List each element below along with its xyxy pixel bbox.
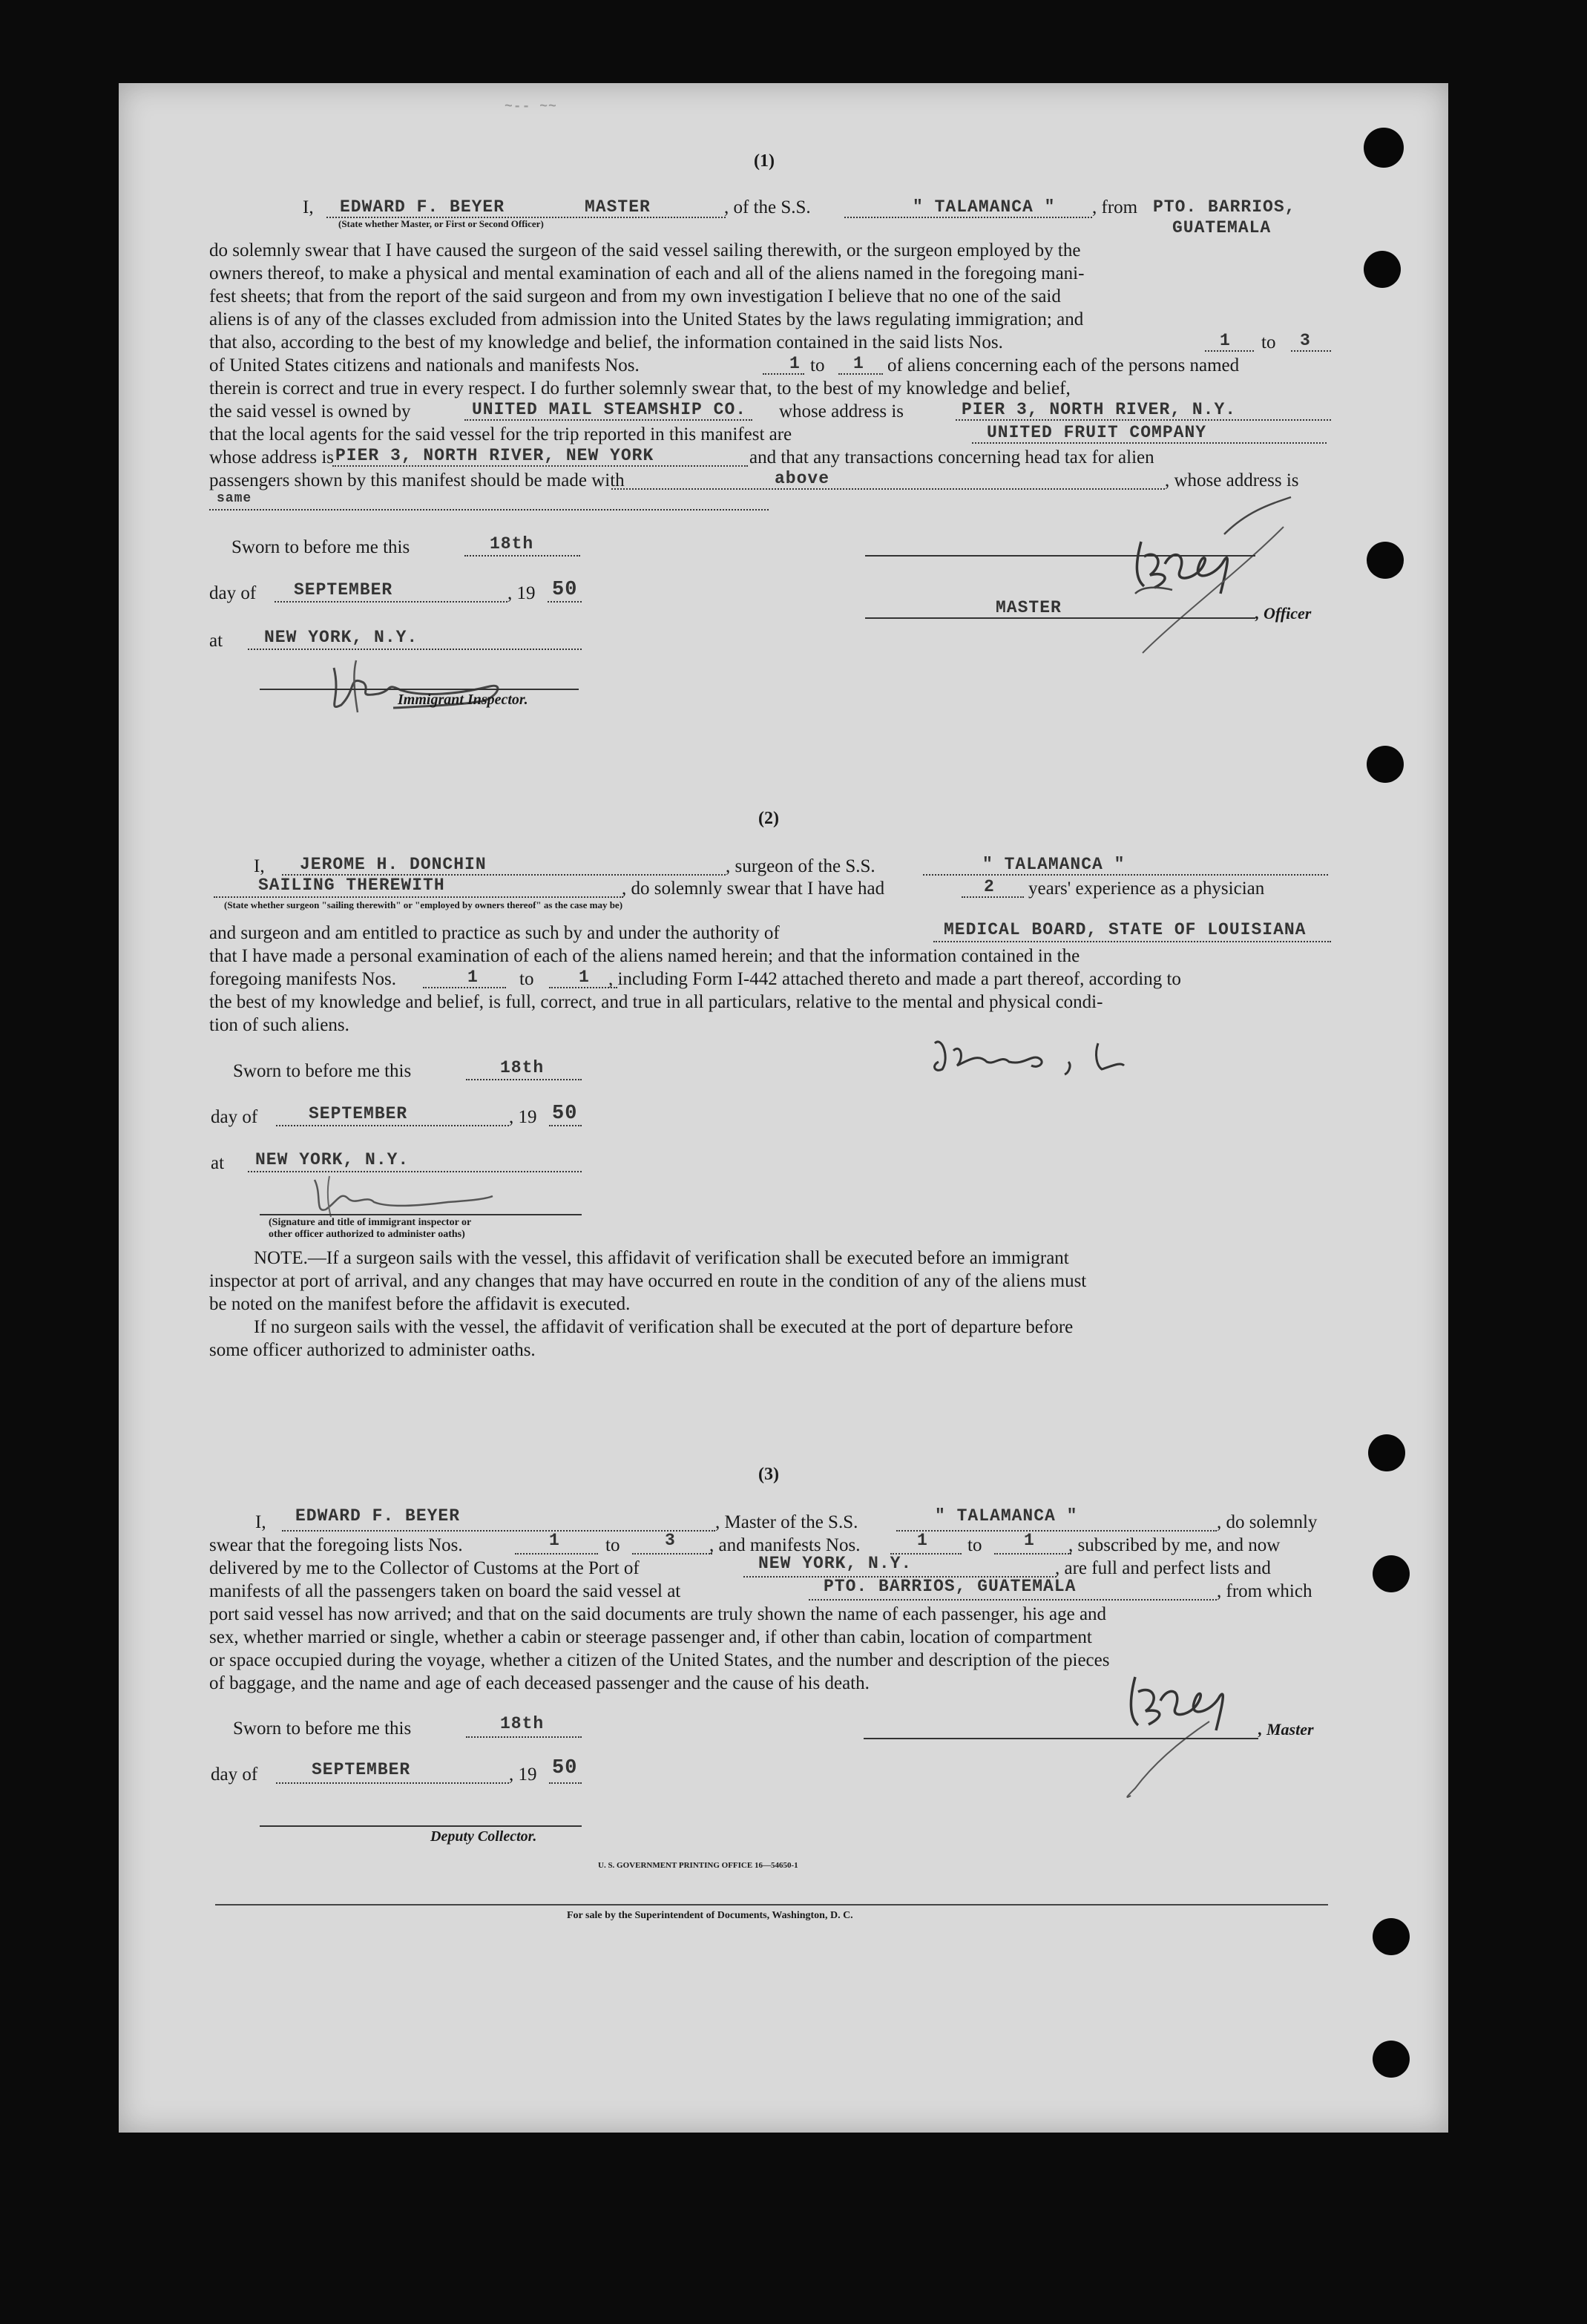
s3-lists-to: 3 — [665, 1531, 676, 1550]
s2-swear: , do solemnly swear that I have had — [622, 879, 885, 899]
s3-master-name: EDWARD F. BEYER — [295, 1506, 461, 1526]
s3-para-line2b: , are full and perfect lists and — [1055, 1558, 1271, 1578]
s1-of-ss: , of the S.S. — [724, 197, 811, 217]
s1-port: PTO. BARRIOS, — [1153, 197, 1296, 217]
s3-para-line7: of baggage, and the name and age of each deceased passenger and the cause of his death. — [209, 1673, 870, 1693]
note-line4: If no surgeon sails with the vessel, the affidavit of verification shall be executed at the port of departure before — [254, 1317, 1074, 1337]
s2-board: MEDICAL BOARD, STATE OF LOUISIANA — [944, 920, 1307, 939]
s1-lists-to: 3 — [1300, 331, 1311, 350]
s3-solemnly: , do solemnly — [1217, 1512, 1318, 1532]
s1-para-line6b: of aliens concerning each of the persons named — [887, 355, 1240, 375]
s3-deputy-collector-label: Deputy Collector. — [430, 1828, 537, 1845]
s1-owner-address: PIER 3, NORTH RIVER, N.Y. — [962, 400, 1237, 419]
s1-owner: UNITED MAIL STEAMSHIP CO. — [472, 400, 747, 419]
s3-master-signature — [1083, 1647, 1246, 1811]
s3-month: SEPTEMBER — [312, 1760, 411, 1779]
s1-lists-from: 1 — [1220, 331, 1231, 350]
s3-master-label: , Master — [1258, 1720, 1314, 1739]
s2-surgeon-name: JEROME H. DONCHIN — [300, 855, 487, 874]
s3-para-line3: manifests of all the passengers taken on board the said vessel at — [209, 1581, 681, 1601]
s3-para-line5: sex, whether married or single, whether a cabin or steerage passenger and, if other than cabin, location of compartment — [209, 1627, 1092, 1647]
s2-sworn-day: 18th — [500, 1058, 545, 1077]
s2-years-text: years' experience as a physician — [1028, 879, 1265, 899]
s3-port: NEW YORK, N.Y. — [758, 1554, 913, 1573]
s1-port-line2: GUATEMALA — [1172, 218, 1272, 237]
s3-man-from: 1 — [917, 1531, 928, 1550]
s1-to-2: to — [810, 355, 825, 375]
s1-same: same — [217, 491, 252, 506]
s3-man-to: 1 — [1024, 1531, 1035, 1550]
s2-para-line3: foregoing manifests Nos. — [209, 969, 397, 989]
section-1-number: (1) — [754, 151, 775, 171]
s2-sworn-label: Sworn to before me this — [233, 1061, 412, 1081]
s2-officer-signature — [300, 1172, 537, 1220]
s1-man-to: 1 — [853, 354, 864, 373]
s1-para-line11: passengers shown by this manifest should be made with — [209, 470, 625, 490]
s1-agent-address: PIER 3, NORTH RIVER, NEW YORK — [335, 446, 654, 465]
s3-para-line4: port said vessel has now arrived; and that on the said documents are truly shown the name of each passenger, his age and — [209, 1604, 1107, 1624]
s1-ship: " TALAMANCA " — [913, 197, 1056, 217]
s2-year: 50 — [552, 1103, 578, 1125]
s1-place: NEW YORK, N.Y. — [264, 628, 418, 647]
s1-master-signature — [1091, 482, 1335, 660]
s3-lists-from: 1 — [549, 1531, 560, 1550]
note-line3: be noted on the manifest before the affidavit is executed. — [209, 1294, 631, 1314]
s3-sworn-label: Sworn to before me this — [233, 1719, 412, 1739]
s3-to-1: to — [605, 1535, 620, 1555]
s3-from-port: PTO. BARRIOS, GUATEMALA — [824, 1577, 1077, 1596]
s2-para-line1: and surgeon and am entitled to practice as such by and under the authority of — [209, 923, 780, 943]
punch-hole — [1373, 1555, 1410, 1592]
s3-sworn-day: 18th — [500, 1714, 545, 1733]
punch-hole — [1364, 128, 1404, 168]
s1-from: , from — [1092, 197, 1138, 217]
section-3-number: (3) — [758, 1465, 779, 1484]
s1-para-line10b: and that any transactions concerning head tax for alien — [749, 447, 1154, 467]
s1-master-name: EDWARD F. BEYER — [340, 197, 505, 217]
s2-ship: " TALAMANCA " — [982, 855, 1126, 874]
s3-para-line3b: , from which — [1217, 1581, 1312, 1601]
s1-month: SEPTEMBER — [294, 580, 393, 600]
note-line1: NOTE.—If a surgeon sails with the vessel, this affidavit of verification shall be executed before an immigrant — [254, 1248, 1069, 1268]
s1-year: 50 — [552, 579, 578, 601]
s3-and-manifests: , and manifests Nos. — [709, 1535, 861, 1555]
s1-day-of: day of — [209, 583, 257, 603]
s2-place: NEW YORK, N.Y. — [255, 1150, 410, 1169]
s3-year-prefix: , 19 — [509, 1765, 537, 1785]
s2-month: SEPTEMBER — [309, 1104, 408, 1123]
s2-sig-note-2: other officer authorized to administer oaths) — [269, 1229, 465, 1240]
footer-for-sale: For sale by the Superintendent of Documents, Washington, D. C. — [567, 1910, 853, 1921]
s3-day-of: day of — [211, 1765, 258, 1785]
s2-surgeon-note: (State whether surgeon "sailing therewith" or "employed by owners thereof" as the case may be) — [224, 899, 623, 910]
punch-hole — [1373, 1918, 1410, 1955]
s2-to: to — [519, 969, 534, 989]
s1-with: above — [775, 469, 830, 488]
s1-para-line10: whose address is — [209, 447, 335, 467]
s3-ship: " TALAMANCA " — [935, 1506, 1078, 1526]
s1-para-line6: of United States citizens and nationals and manifests Nos. — [209, 355, 640, 375]
s3-year: 50 — [552, 1757, 578, 1779]
s1-inspector-signature — [312, 653, 549, 720]
s3-para-line1: swear that the foregoing lists Nos. — [209, 1535, 463, 1555]
s1-i: I, — [303, 197, 314, 217]
punch-hole — [1373, 2041, 1410, 2078]
s2-sailing: SAILING THEREWITH — [258, 876, 445, 895]
s3-master-of: , Master of the S.S. — [715, 1512, 858, 1532]
punch-hole — [1364, 251, 1401, 288]
s2-year-prefix: , 19 — [509, 1107, 537, 1127]
note-line5: some officer authorized to administer oaths. — [209, 1340, 536, 1360]
s3-subscribed: , subscribed by me, and now — [1068, 1535, 1281, 1555]
s1-immigrant-inspector-label: Immigrant Inspector. — [398, 692, 528, 708]
s2-i: I, — [254, 856, 265, 876]
note-line2: inspector at port of arrival, and any changes that may have occurred en route in the condition of any of the aliens must — [209, 1271, 1087, 1291]
s1-para-line2: owners thereof, to make a physical and mental examination of each and all of the aliens named in the foregoing mani- — [209, 263, 1085, 283]
s1-agent: UNITED FRUIT COMPANY — [987, 423, 1207, 442]
s2-years: 2 — [984, 877, 995, 896]
s2-day-of: day of — [211, 1107, 258, 1127]
s1-rank: MASTER — [585, 197, 651, 217]
top-mark: ~-- ~~ — [505, 99, 557, 114]
s3-to-2: to — [967, 1535, 982, 1555]
gpo-imprint: U. S. GOVERNMENT PRINTING OFFICE 16—54650-1 — [598, 1861, 798, 1870]
punch-hole — [1367, 746, 1404, 783]
s1-rank-note: (State whether Master, or First or Second Officer) — [338, 218, 544, 229]
s2-surgeon-of: , surgeon of the S.S. — [726, 856, 875, 876]
s3-para-line2: delivered by me to the Collector of Customs at the Port of — [209, 1558, 640, 1578]
s1-to-1: to — [1261, 332, 1276, 352]
s2-para-line5: tion of such aliens. — [209, 1015, 349, 1035]
s2-para-line2: that I have made a personal examination of each of the aliens named herein; and that the information contained in the — [209, 946, 1080, 966]
s1-para-line4: aliens is of any of the classes excluded from admission into the United States by the laws regulating immigration; and — [209, 309, 1084, 329]
s1-sworn-label: Sworn to before me this — [231, 537, 410, 557]
s2-man-from: 1 — [467, 968, 479, 987]
s1-para-line3: fest sheets; that from the report of the said surgeon and from my own investigation I believe that no one of the said — [209, 286, 1061, 306]
s2-at: at — [211, 1153, 225, 1173]
s2-man-to: 1 — [579, 968, 590, 987]
s1-at: at — [209, 631, 223, 651]
s1-whose-address-2: , whose address is — [1165, 470, 1299, 490]
s1-year-prefix: , 19 — [507, 583, 536, 603]
s1-para-line9: that the local agents for the said vessel for the trip reported in this manifest are — [209, 424, 792, 444]
punch-hole — [1367, 542, 1404, 579]
s1-man-from: 1 — [789, 354, 801, 373]
s1-officer-rank: MASTER — [996, 598, 1062, 617]
s3-para-line6: or space occupied during the voyage, whether a citizen of the United States, and the number and description of the pieces — [209, 1650, 1110, 1670]
s1-para-line7: therein is correct and true in every respect. I do further solemnly swear that, to the best of my knowledge and belief, — [209, 378, 1071, 398]
s1-para-line5: that also, according to the best of my knowledge and belief, the information contained in the said lists Nos. — [209, 332, 1003, 352]
s2-para-line4: the best of my knowledge and belief, is full, correct, and true in all particulars, relative to the mental and physical condi- — [209, 992, 1103, 1012]
s1-para-line8: the said vessel is owned by — [209, 401, 411, 421]
section-2-number: (2) — [758, 809, 779, 828]
s1-officer-label: , Officer — [1255, 604, 1312, 623]
s3-i: I, — [255, 1512, 266, 1532]
s2-sig-note-1: (Signature and title of immigrant inspector or — [269, 1217, 472, 1228]
s1-whose-address: whose address is — [779, 401, 904, 421]
s2-para-line3b: , including Form I-442 attached thereto and made a part thereof, according to — [608, 969, 1181, 989]
s1-para-line1: do solemnly swear that I have caused the surgeon of the said vessel sailing therewith, or the surgeon employed by the — [209, 240, 1081, 260]
s2-surgeon-signature — [920, 1028, 1217, 1080]
s1-sworn-day: 18th — [490, 534, 534, 554]
punch-hole — [1368, 1434, 1405, 1471]
